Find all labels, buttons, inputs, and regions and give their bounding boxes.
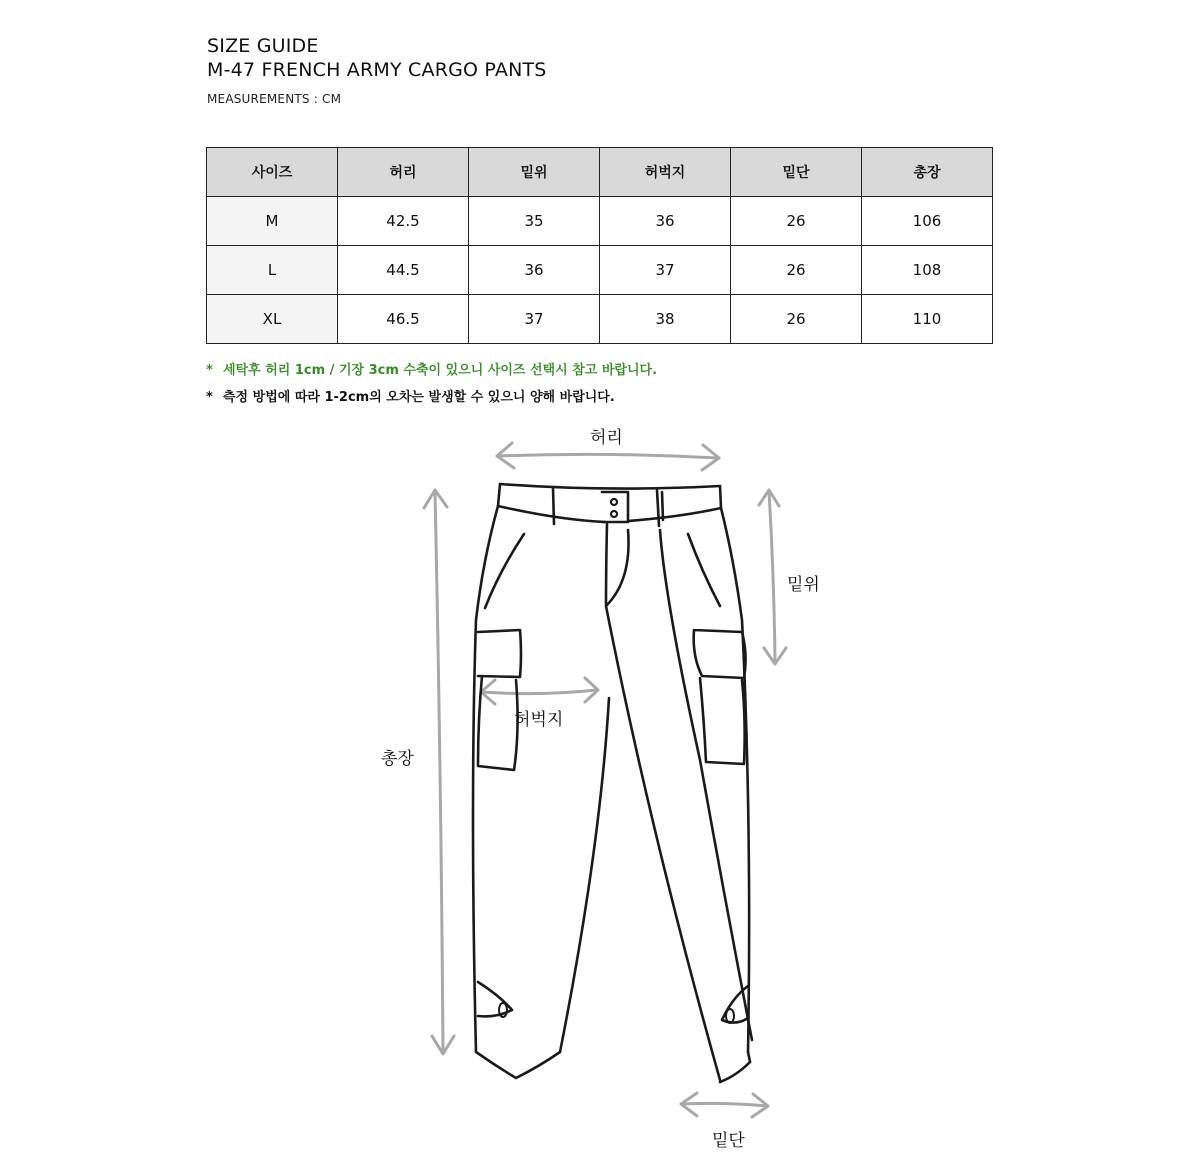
table-cell: 38 xyxy=(600,295,731,344)
note-bullet: * xyxy=(206,363,213,378)
table-cell: 106 xyxy=(862,197,993,246)
column-header: 밑위 xyxy=(469,148,600,197)
measurement-units: MEASUREMENTS : CM xyxy=(207,92,342,106)
table-cell: 26 xyxy=(731,246,862,295)
rise-arrow xyxy=(759,490,786,664)
column-header: 밑단 xyxy=(731,148,862,197)
thigh-arrow xyxy=(481,678,598,704)
table-cell: 46.5 xyxy=(338,295,469,344)
thigh-label: 허벅지 xyxy=(514,710,564,730)
note-text: 측정 방법에 따라 1-2cm의 오차는 발생할 수 있으니 양해 바랍니다. xyxy=(223,390,615,405)
rise-label: 밑위 xyxy=(787,575,820,595)
table-cell: 26 xyxy=(731,295,862,344)
table-cell: 35 xyxy=(469,197,600,246)
table-cell: 44.5 xyxy=(338,246,469,295)
note-bullet: * xyxy=(206,390,213,405)
table-cell: 37 xyxy=(469,295,600,344)
pants-outline xyxy=(473,484,752,1082)
hem-label: 밑단 xyxy=(712,1131,745,1151)
table-cell: 42.5 xyxy=(338,197,469,246)
size-cell: XL xyxy=(207,295,338,344)
column-header: 허리 xyxy=(338,148,469,197)
length-label: 총장 xyxy=(381,749,414,769)
guide-title: SIZE GUIDE xyxy=(207,35,319,57)
table-cell: 36 xyxy=(600,197,731,246)
column-header: 총장 xyxy=(862,148,993,197)
table-cell: 37 xyxy=(600,246,731,295)
hem-arrow xyxy=(681,1093,768,1117)
table-cell: 110 xyxy=(862,295,993,344)
table-cell: 26 xyxy=(731,197,862,246)
size-cell: M xyxy=(207,197,338,246)
waist-label: 허리 xyxy=(590,428,623,448)
table-cell: 108 xyxy=(862,246,993,295)
column-header: 사이즈 xyxy=(207,148,338,197)
column-header: 허벅지 xyxy=(600,148,731,197)
product-name: M-47 FRENCH ARMY CARGO PANTS xyxy=(207,59,547,81)
length-arrow xyxy=(424,490,454,1054)
table-cell: 36 xyxy=(469,246,600,295)
note-text: 세탁후 허리 1cm / 기장 3cm 수축이 있으니 사이즈 선택시 참고 바랍니다. xyxy=(223,363,658,378)
size-cell: L xyxy=(207,246,338,295)
